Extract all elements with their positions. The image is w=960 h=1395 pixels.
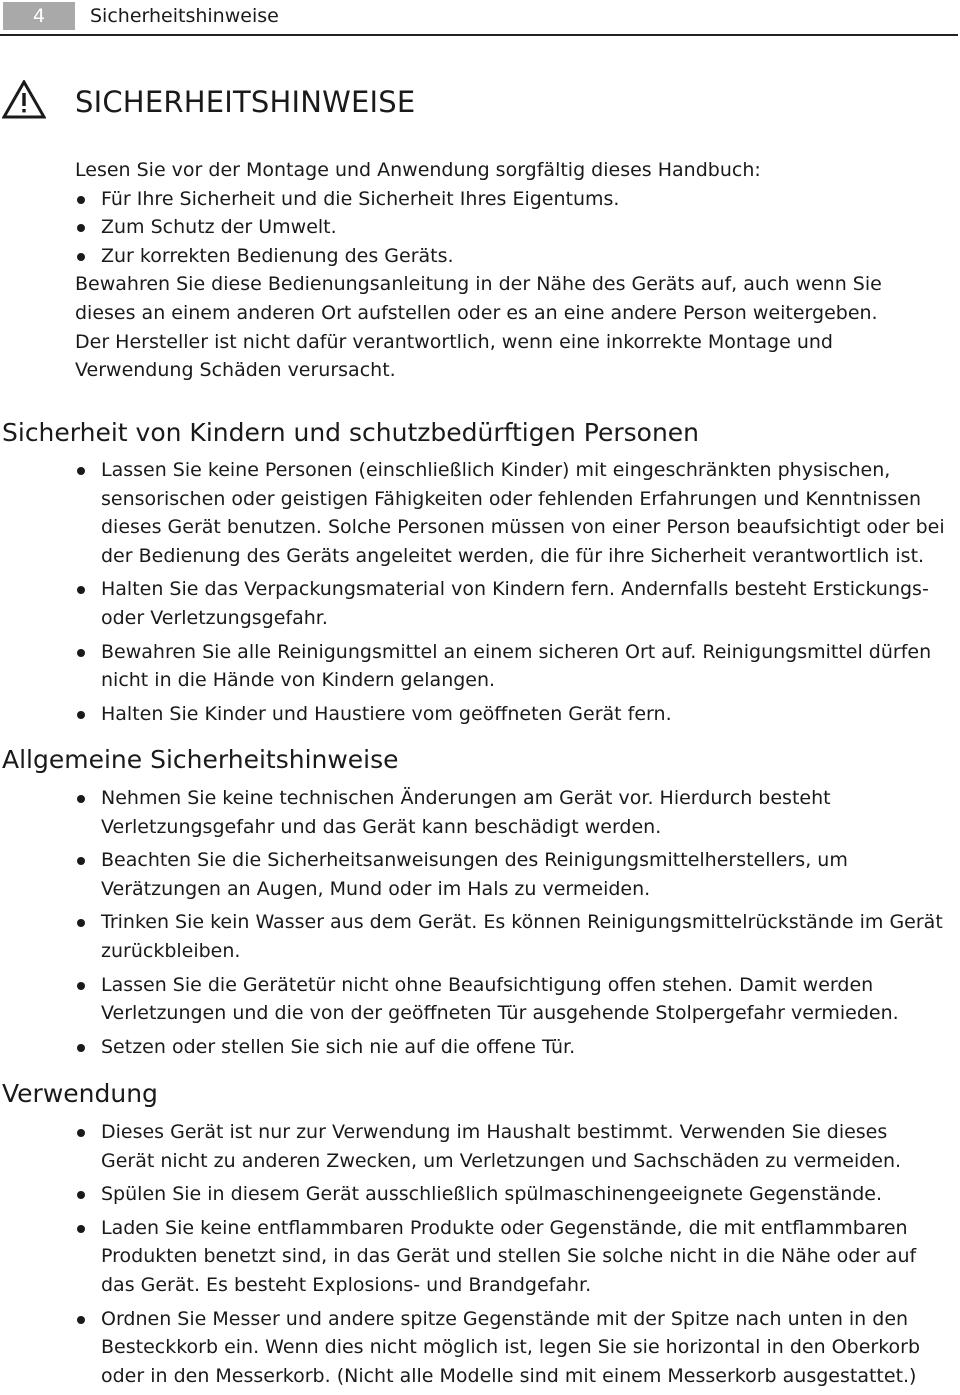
bullet-icon xyxy=(77,1191,85,1199)
page-header xyxy=(0,0,960,40)
bullet-icon xyxy=(77,919,85,927)
list-item-text: Spülen Sie in diesem Gerät ausschließlich spülmaschinengeeignete Gegenstände. xyxy=(101,1183,883,1206)
list-item: Zum Schutz der Umwelt. xyxy=(75,213,945,242)
list-item-text: Dieses Gerät ist nur zur Verwendung im Haushalt bestimmt. Verwenden Sie dieses Gerät nicht zu anderen Zwecken, um Verletzungen und Sachschäden zu vermeiden. xyxy=(101,1121,902,1172)
list-item xyxy=(75,700,945,729)
list-item xyxy=(75,1033,945,1062)
bullet-icon xyxy=(77,1044,85,1052)
list-item-text: Trinken Sie kein Wasser aus dem Gerät. Es können Reinigungsmittelrückstände im Gerät zurückbleiben. xyxy=(101,911,943,962)
list-item xyxy=(75,784,945,841)
header-divider xyxy=(0,34,958,36)
list-item-text: Beachten Sie die Sicherheitsanweisungen des Reinigungsmittelherstellers, um Verätzungen an Augen, Mund oder im Hals zu vermeiden. xyxy=(101,849,848,900)
usage-list xyxy=(75,1118,945,1395)
section-title-general-safety: Allgemeine Sicherheitshinweise xyxy=(2,745,399,774)
list-item xyxy=(75,971,945,1028)
section-title-usage: Verwendung xyxy=(2,1079,158,1108)
list-item-text: Halten Sie das Verpackungsmaterial von Kindern fern. Andernfalls besteht Erstickungs- oder Verletzungsgefahr. xyxy=(101,578,929,629)
bullet-icon xyxy=(77,467,85,475)
list-item xyxy=(75,638,945,695)
list-item-text: Halten Sie Kinder und Haustiere vom geöffneten Gerät fern. xyxy=(101,702,672,725)
bullet-icon xyxy=(77,795,85,803)
bullet-icon xyxy=(77,1225,85,1233)
page-title: SICHERHEITSHINWEISE xyxy=(75,85,416,119)
list-item xyxy=(75,456,945,570)
list-item xyxy=(75,1214,945,1300)
header-title: Sicherheitshinweise xyxy=(90,5,279,27)
list-item-text: Setzen oder stellen Sie sich nie auf die offene Tür. xyxy=(101,1035,576,1058)
intro-lead: Lesen Sie vor der Montage und Anwendung sorgfältig dieses Handbuch: xyxy=(75,159,761,181)
bullet-icon xyxy=(77,649,85,657)
intro-block xyxy=(75,156,945,385)
bullet-icon xyxy=(77,586,85,594)
intro-paragraph: Der Hersteller ist nicht dafür verantwortlich, wenn eine inkorrekte Montage und Verwendung Schäden verursacht. xyxy=(75,330,833,382)
list-item xyxy=(75,1305,945,1391)
section-title-children-safety: Sicherheit von Kindern und schutzbedürftigen Personen xyxy=(2,418,700,447)
list-item-text: Lassen Sie die Gerätetür nicht ohne Beaufsichtigung offen stehen. Damit werden Verletzungen und die von der geöffneten Tür ausgehende Stolpergefahr vermieden. xyxy=(101,973,899,1025)
children-safety-list xyxy=(75,456,945,733)
bullet-icon xyxy=(77,1316,85,1324)
page-number: 4 xyxy=(3,2,75,30)
intro-paragraph: Bewahren Sie diese Bedienungsanleitung in der Nähe des Geräts auf, auch wenn Sie dieses an einem anderen Ort aufstellen oder es an eine andere Person weitergeben. xyxy=(75,273,882,324)
list-item-text: Ordnen Sie Messer und andere spitze Gegenstände mit der Spitze nach unten in den Besteckkorb ein. Wenn dies nicht möglich ist, legen Sie sie horizontal in den Oberkorb oder in den Messerkorb. (Nicht alle Modelle sind mit einem Messerkorb ausgestattet.) xyxy=(101,1307,921,1387)
warning-icon xyxy=(2,80,46,120)
list-item xyxy=(75,908,945,965)
bullet-icon xyxy=(77,982,85,990)
general-safety-list xyxy=(75,784,945,1066)
list-item xyxy=(75,575,945,632)
bullet-icon xyxy=(77,711,85,719)
list-item xyxy=(75,1180,945,1209)
list-item xyxy=(75,1118,945,1175)
list-item: Zur korrekten Bedienung des Geräts. xyxy=(75,242,945,271)
list-item xyxy=(75,846,945,903)
list-item: Für Ihre Sicherheit und die Sicherheit Ihres Eigentums. xyxy=(75,185,945,214)
bullet-icon xyxy=(77,1129,85,1137)
list-item-text: Laden Sie keine entflammbaren Produkte oder Gegenstände, die mit entflammbaren Produkten benetzt sind, in das Gerät und stellen Sie solche nicht in die Nähe oder auf das Gerät. Es besteht Explosions- und Brandgefahr. xyxy=(101,1216,917,1296)
list-item-text: Lassen Sie keine Personen (einschließlich Kinder) mit eingeschränkten physischen, sensorischen oder geistigen Fähigkeiten oder fehlenden Erfahrungen und Kenntnissen dieses Gerät benutzen. Solche Personen müssen von einer Person beaufsichtigt oder bei der Bedienung des Geräts angeleitet werden, die für ihre Sicherheit verantwortlich ist. xyxy=(101,459,945,567)
list-item-text: Nehmen Sie keine technischen Änderungen am Gerät vor. Hierdurch besteht Verletzungsgefahr und das Gerät kann beschädigt werden. xyxy=(101,787,831,838)
bullet-icon xyxy=(77,857,85,865)
intro-bullet-list xyxy=(75,185,945,271)
list-item-text: Bewahren Sie alle Reinigungsmittel an einem sicheren Ort auf. Reinigungsmittel dürfen nicht in die Hände von Kindern gelangen. xyxy=(101,640,932,692)
